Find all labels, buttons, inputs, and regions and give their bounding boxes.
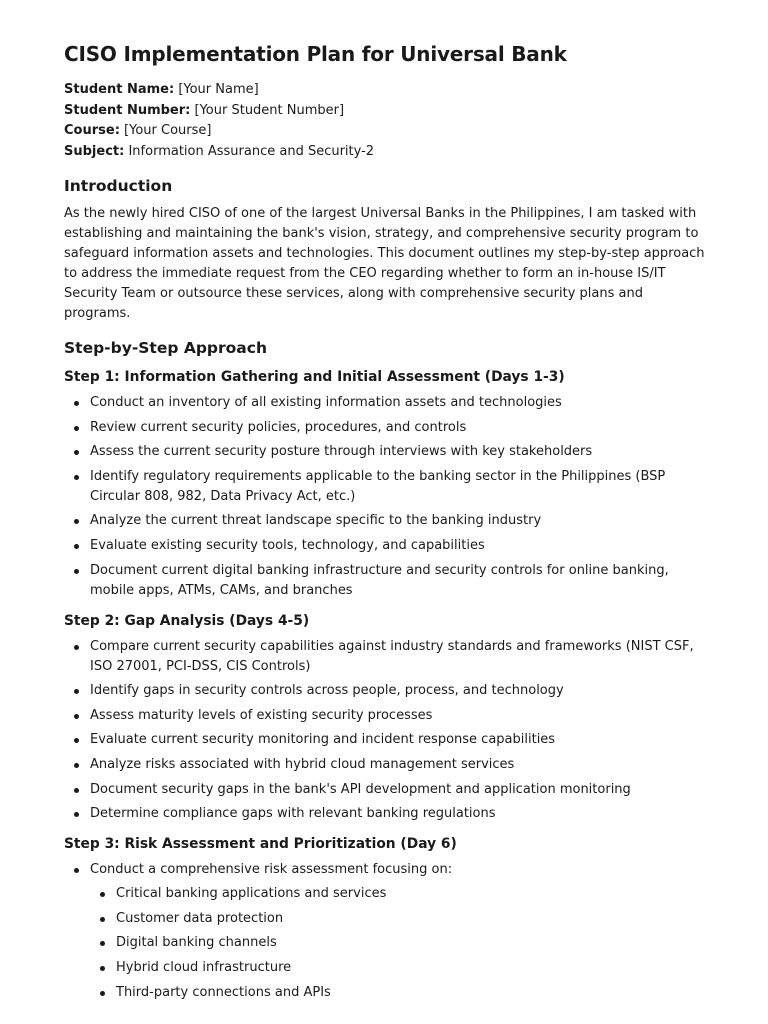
meta-value: [Your Name] bbox=[178, 82, 259, 97]
meta-label: Subject: bbox=[64, 143, 125, 159]
meta-value: [Your Course] bbox=[124, 123, 212, 138]
list-item: Analyze the current threat landscape specific to the banking industry bbox=[64, 511, 712, 531]
list-item: Review current security policies, procedures, and controls bbox=[64, 418, 712, 438]
list-item: Identify gaps in security controls across people, process, and technology bbox=[64, 681, 712, 701]
step-2-heading: Step 2: Gap Analysis (Days 4-5) bbox=[64, 612, 310, 629]
list-item: Analyze risks associated with hybrid cloud management services bbox=[64, 755, 712, 775]
meta-student-number bbox=[64, 101, 712, 122]
step-2-list bbox=[64, 637, 712, 825]
meta-label: Student Name: bbox=[64, 82, 175, 97]
intro-heading: Introduction bbox=[64, 177, 173, 195]
list-item: Determine compliance gaps with relevant banking regulations bbox=[64, 804, 712, 824]
meta-label: Course: bbox=[64, 123, 120, 138]
meta-course bbox=[64, 121, 712, 142]
meta-value: [Your Student Number] bbox=[194, 102, 345, 118]
list-item: Evaluate existing security tools, technology, and capabilities bbox=[64, 536, 712, 556]
step-3-sublist bbox=[90, 884, 712, 1002]
list-item: Compare current security capabilities against industry standards and frameworks (NIST CSF, ISO 27001, PCI-DSS, CIS Controls) bbox=[64, 637, 712, 677]
step-3-heading: Step 3: Risk Assessment and Prioritization (Day 6) bbox=[64, 836, 457, 853]
list-item: Assess maturity levels of existing security processes bbox=[64, 706, 712, 726]
sub-list-item: Hybrid cloud infrastructure bbox=[90, 958, 712, 978]
step-3-list bbox=[64, 860, 712, 1002]
meta-subject bbox=[64, 142, 712, 163]
list-item: Assess the current security posture through interviews with key stakeholders bbox=[64, 442, 712, 462]
approach-heading: Step-by-Step Approach bbox=[64, 339, 267, 357]
sub-list-item: Customer data protection bbox=[90, 909, 712, 929]
meta-label: Student Number: bbox=[64, 102, 191, 118]
list-item: Conduct an inventory of all existing information assets and technologies bbox=[64, 393, 712, 413]
list-item bbox=[64, 860, 712, 1002]
list-item: Document security gaps in the bank's API development and application monitoring bbox=[64, 780, 712, 800]
document-title: CISO Implementation Plan for Universal Bank bbox=[64, 42, 567, 66]
meta-value: Information Assurance and Security-2 bbox=[128, 143, 375, 159]
sub-list-item: Critical banking applications and services bbox=[90, 884, 712, 904]
sub-list-item: Digital banking channels bbox=[90, 933, 712, 953]
list-item: Evaluate current security monitoring and incident response capabilities bbox=[64, 730, 712, 750]
step-1-list bbox=[64, 393, 712, 601]
intro-paragraph: As the newly hired CISO of one of the largest Universal Banks in the Philippines, I am tasked with establishing and maintaining the bank's vision, strategy, and comprehensive security program to safeguard information assets and technologies. This document outlines my step-by-step approach to address the immediate request from the CEO regarding whether to form an in-house IS/IT Security Team or outsource these services, along with comprehensive security plans and programs. bbox=[64, 206, 705, 321]
student-info bbox=[64, 80, 712, 162]
list-item-text: Conduct a comprehensive risk assessment focusing on: bbox=[90, 862, 453, 878]
list-item: Identify regulatory requirements applicable to the banking sector in the Philippines (BSP Circular 808, 982, Data Privacy Act, etc.) bbox=[64, 467, 712, 507]
sub-list-item: Third-party connections and APIs bbox=[90, 983, 712, 1003]
list-item: Document current digital banking infrastructure and security controls for online banking, mobile apps, ATMs, CAMs, and branches bbox=[64, 561, 712, 601]
step-1-heading: Step 1: Information Gathering and Initial Assessment (Days 1-3) bbox=[64, 369, 565, 385]
meta-student-name bbox=[64, 80, 712, 101]
